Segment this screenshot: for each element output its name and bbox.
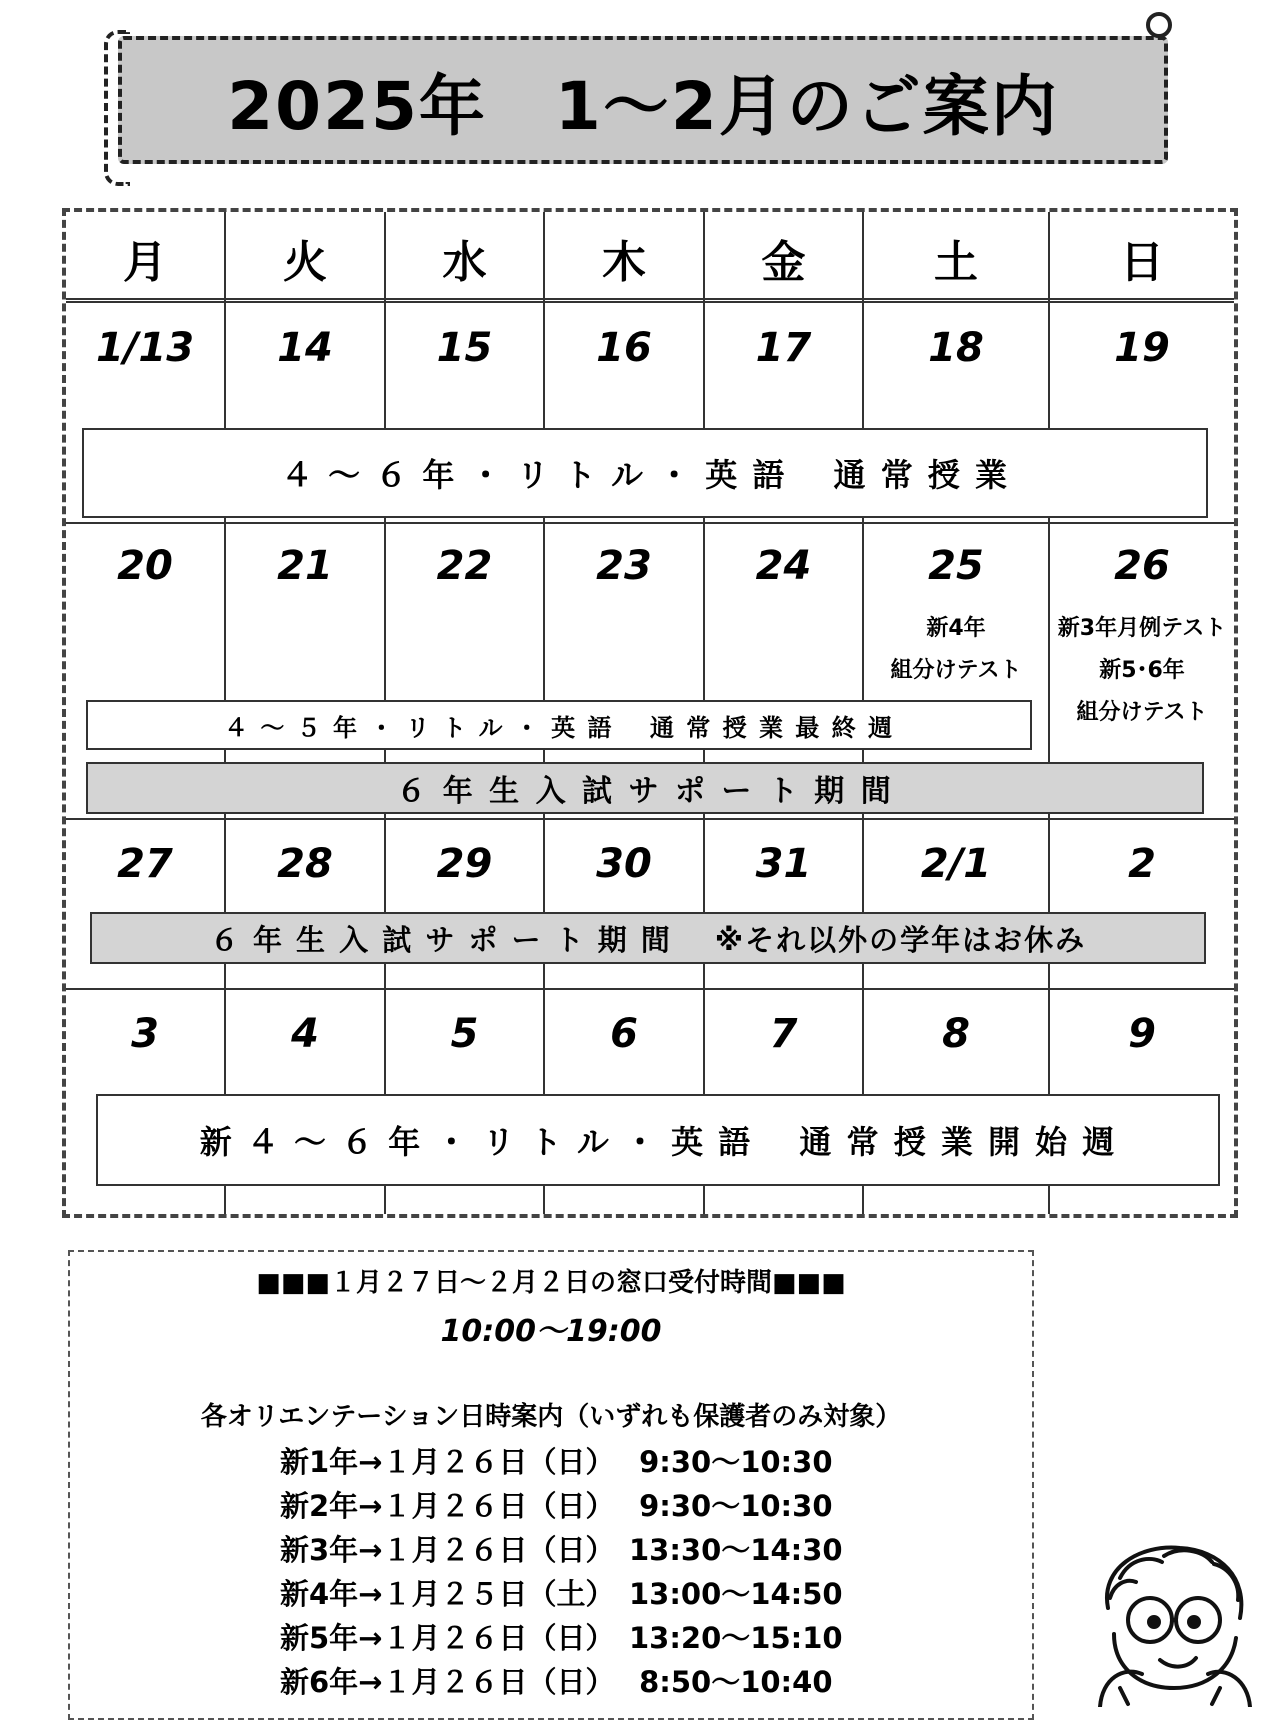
date-cell: 29: [436, 841, 493, 887]
note-line: 組分けテスト: [890, 658, 1022, 683]
reception-hours: 10:00～19:00: [440, 1314, 662, 1349]
weekday-fri: 金: [761, 236, 806, 288]
date-cell: 30: [596, 841, 652, 887]
note-line: 新4年: [926, 616, 986, 641]
date-cell: 26: [1114, 543, 1170, 589]
orientation-item: 新1年→１月２６日（日） 9:30～10:30: [280, 1445, 833, 1479]
schedule-band-regular: ４ ～ ６ 年 ・ リ ト ル ・ 英 語 通 常 授 業: [82, 428, 1208, 518]
date-cell: 27: [117, 841, 173, 887]
weekday-sun: 日: [1120, 236, 1164, 288]
orientation-item: 新5年→１月２６日（日） 13:20～15:10: [280, 1621, 843, 1655]
date-cell: 25: [928, 543, 984, 589]
date-cell: 23: [596, 543, 652, 589]
date-cell: 14: [277, 325, 333, 371]
date-cell: 31: [755, 841, 812, 887]
orientation-item: 新4年→１月２５日（土） 13:00～14:50: [280, 1577, 843, 1611]
weekday-tue: 火: [283, 236, 327, 288]
week-divider: [66, 818, 1234, 820]
page-title: 2025年 1～2月のご案内: [227, 67, 1059, 145]
date-cell: 2: [1128, 841, 1156, 887]
date-cell: 7: [769, 1011, 798, 1057]
date-cell: 17: [755, 325, 812, 371]
date-cell: 3: [131, 1011, 159, 1057]
note-line: 新5･6年: [1099, 658, 1185, 683]
date-cell: 5: [450, 1011, 479, 1057]
date-cell: 18: [928, 325, 984, 371]
schedule-band-exam-support-holiday: ６ 年 生 入 試 サ ポ ー ト 期 間 ※それ以外の学年はお休み: [90, 912, 1206, 964]
week-divider: [66, 522, 1234, 524]
orientation-item: 新3年→１月２６日（日） 13:30～14:30: [280, 1533, 843, 1567]
thinking-person-icon: [1080, 1538, 1260, 1707]
week-divider: [66, 988, 1234, 990]
reception-title: ■■■１月２７日～２月２日の窓口受付時間■■■: [256, 1268, 846, 1298]
date-cell: 15: [436, 325, 493, 371]
weekday-thu: 木: [602, 236, 646, 288]
date-cell: 4: [291, 1011, 319, 1057]
orientation-item: 新6年→１月２６日（日） 8:50～10:40: [280, 1665, 833, 1699]
date-cell: 28: [277, 841, 333, 887]
schedule-band-new-term: 新 ４ ～ ６ 年 ・ リ ト ル ・ 英 語 通 常 授 業 開 始 週: [96, 1094, 1220, 1186]
event-note-sun26: [1050, 608, 1234, 734]
orientation-title: 各オリエンテーション日時案内（いずれも保護者のみ対象）: [200, 1402, 902, 1432]
date-cell: 19: [1114, 325, 1170, 371]
banner-curl-icon: [1146, 12, 1172, 38]
weekday-mon: 月: [123, 236, 167, 288]
date-cell: 8: [942, 1011, 970, 1057]
date-cell: 16: [596, 325, 652, 371]
date-cell: 21: [277, 543, 333, 589]
date-cell: 9: [1128, 1011, 1156, 1057]
date-cell: 20: [117, 543, 173, 589]
weekday-sat: 土: [934, 236, 978, 288]
note-line: 新3年月例テスト: [1057, 616, 1227, 641]
weekday-wed: 水: [442, 236, 487, 288]
date-cell: 24: [755, 543, 812, 589]
schedule-band-exam-support: ６ 年 生 入 試 サ ポ ー ト 期 間: [86, 762, 1204, 814]
date-cell: 2/1: [920, 841, 992, 887]
note-line: 組分けテスト: [1076, 700, 1208, 725]
date-cell: 22: [436, 543, 493, 589]
event-note-sat25: [864, 608, 1048, 692]
date-cell: 1/13: [95, 325, 195, 371]
orientation-item: 新2年→１月２６日（日） 9:30～10:30: [280, 1489, 833, 1523]
schedule-band-final-week: ４ ～ ５ 年 ・ リ ト ル ・ 英 語 通 常 授 業 最 終 週: [86, 700, 1032, 750]
date-cell: 6: [610, 1011, 638, 1057]
